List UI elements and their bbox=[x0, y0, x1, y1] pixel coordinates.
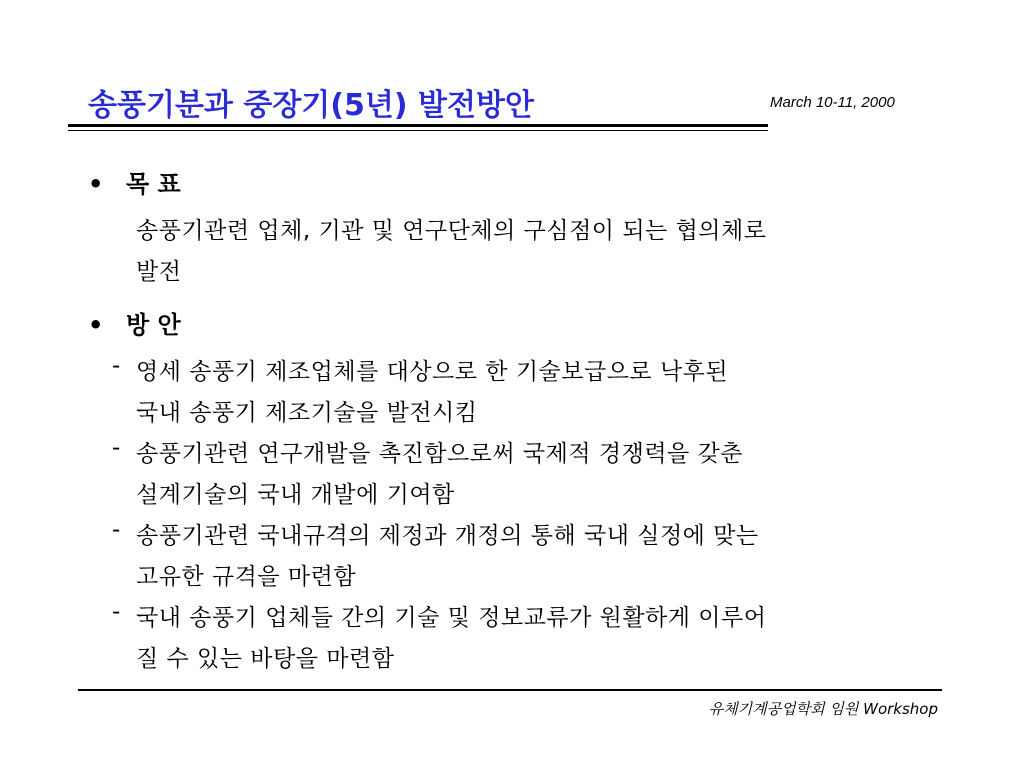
goal-text-line-2: 발전 bbox=[136, 259, 182, 285]
plan-item-4-line-1: 국내 송풍기 업체들 간의 기술 및 정보교류가 원활하게 이루어 bbox=[136, 605, 767, 631]
plan-item-dash: - bbox=[112, 435, 121, 461]
section-plan-heading bbox=[88, 305, 181, 340]
section-goal-title: 목 표 bbox=[126, 170, 181, 198]
title-divider-thick bbox=[68, 124, 768, 127]
plan-item-2-line-2: 설계기술의 국내 개발에 기여함 bbox=[136, 482, 455, 508]
plan-item-dash: - bbox=[112, 353, 121, 379]
bullet-icon: • bbox=[88, 311, 104, 339]
slide-title: 송풍기분과 중장기(5년) 발전방안 bbox=[88, 88, 534, 123]
plan-item-3-line-1: 송풍기관련 국내규격의 제정과 개정의 통해 국내 실정에 맞는 bbox=[136, 523, 759, 549]
footer-divider bbox=[78, 689, 942, 691]
section-plan-title: 방 안 bbox=[126, 311, 181, 339]
bullet-icon: • bbox=[88, 170, 104, 198]
plan-item-dash: - bbox=[112, 599, 121, 625]
goal-text-line-1: 송풍기관련 업체, 기관 및 연구단체의 구심점이 되는 협의체로 bbox=[136, 218, 767, 244]
plan-item-3-line-2: 고유한 규격을 마련함 bbox=[136, 564, 357, 590]
slide-date: March 10-11, 2000 bbox=[770, 94, 895, 111]
footer-text: 유체기계공업학회 임원 Workshop bbox=[708, 700, 938, 718]
plan-item-1-line-1: 영세 송풍기 제조업체를 대상으로 한 기술보급으로 낙후된 bbox=[136, 359, 729, 385]
title-divider-thin bbox=[68, 130, 768, 131]
plan-item-2-line-1: 송풍기관련 연구개발을 촉진함으로써 국제적 경쟁력을 갖춘 bbox=[136, 441, 744, 467]
plan-item-dash: - bbox=[112, 517, 121, 543]
section-goal-heading bbox=[88, 164, 181, 199]
plan-item-1-line-2: 국내 송풍기 제조기술을 발전시킴 bbox=[136, 400, 478, 426]
plan-item-4-line-2: 질 수 있는 바탕을 마련함 bbox=[136, 646, 395, 672]
